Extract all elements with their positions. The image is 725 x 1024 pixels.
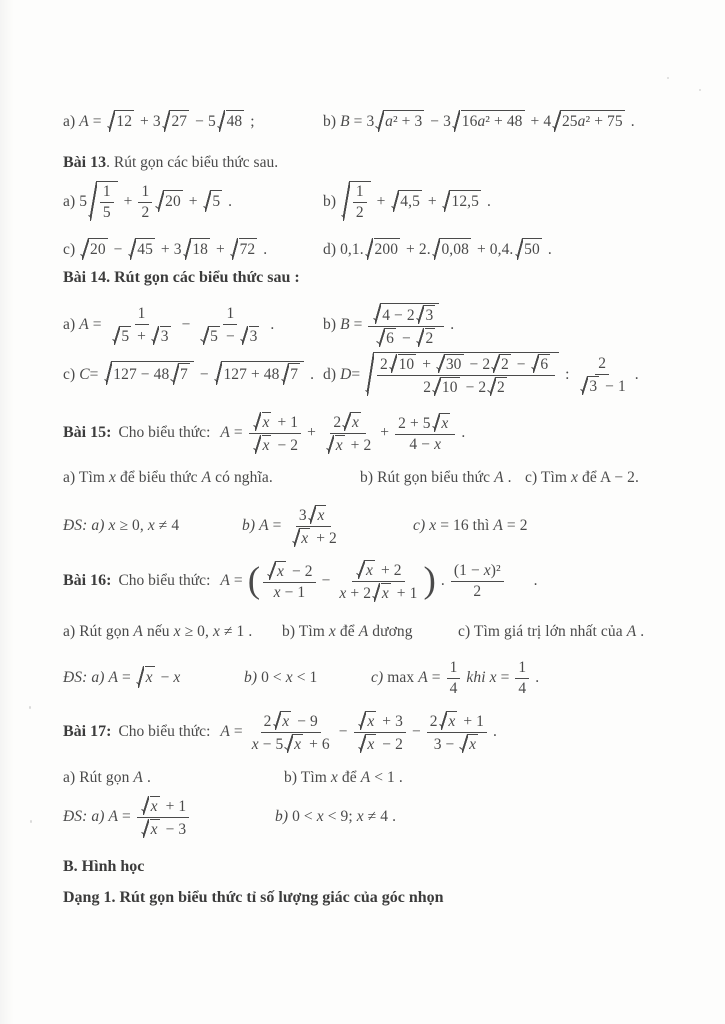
bai-17-intro: Cho biểu thức: <box>118 722 211 740</box>
bai-16-answer-a: ĐS: a) A = x − x <box>63 666 244 689</box>
bai-15-answer-c: c) x = 16 thì A = 2 <box>413 516 528 534</box>
bai-17-question-a: a) Rút gọn A . <box>63 769 151 786</box>
bai-16-intro: Cho biểu thức: <box>118 571 211 589</box>
bai-15-answers <box>63 505 699 548</box>
bai-14d-formula: d) D= $\frac{2 10 + 30 - 2 2 - 6}{2 10 - 2 2}$ : $\frac{2}{3 - 1}$ . <box>323 352 699 397</box>
scan-speck <box>29 706 31 709</box>
section-b-heading <box>63 856 699 878</box>
bai-17-statement <box>63 711 699 754</box>
bai-13-row-ab <box>63 181 699 222</box>
bai-15-statement <box>63 412 699 455</box>
scan-speck <box>667 77 669 79</box>
bai-13c-formula: c) 20 − 45 + 3 18 + 72 . <box>63 238 323 261</box>
scan-speck <box>30 820 32 823</box>
bai-16-answers <box>63 659 699 698</box>
bai-13b-formula: b) $\frac{1}{2}$ + 4,5 + 12,5 . <box>323 183 491 221</box>
bai-16-answer-c: c) max A = $\frac{1}{4}$ khi x = $\frac{1}{4}$ . <box>371 659 540 697</box>
bai-14a-formula: a) A = $\frac{1}{5 + 3}$ − $\frac{1}{5 - 3}$ . <box>63 305 275 345</box>
bai-16-answer-b: b) 0 < x < 1 <box>244 668 318 686</box>
exercise-12b-formula: b) B = 3 a² + 3 − 3 16a² + 48 + 4 25a² + 75 . <box>323 110 699 133</box>
bai-16-question-a: a) Rút gọn A nếu x ≥ 0, x ≠ 1 . <box>63 623 253 640</box>
bai-15-questions <box>63 468 699 489</box>
dang-1-label: Dạng 1. Rút gọn biểu thức tỉ số lượng giác của góc nhọn <box>63 889 444 906</box>
bai-17-question-b: b) Tìm x để A < 1 . <box>284 769 403 786</box>
bai-16-question-c: c) Tìm giá trị lớn nhất của A . <box>458 623 645 640</box>
section-b-label: B. Hình học <box>63 858 145 875</box>
bai-13-row-cd <box>63 238 699 261</box>
bai-17-answers <box>63 796 699 839</box>
bai-13-label: Bài 13 <box>63 154 107 171</box>
bai-14-row-ab <box>63 303 699 348</box>
bai-17-label: Bài 17: <box>63 722 112 740</box>
bai-15-formula: A = $\frac{x + 1}{x - 2}$ + $\frac{2 x}{x + 2}$ + $\frac{2 + 5 x}{4 - x}$ . <box>220 414 466 454</box>
bai-13d-formula: d) 0,1. 200 + 2. 0,08 + 0,4. 50 . <box>323 238 699 261</box>
bai-16-formula: A = ( $\frac{x - 2}{x - 1}$ − $\frac{x + 2}{x + 2 x + 1}$ ) . $\frac{\text{(1 − x)²}}{2}$ . <box>220 560 538 602</box>
bai-13a-formula: a) 5 $\frac{1}{5}$ + $\frac{1}{2}$ 20 + 5 . <box>63 183 233 221</box>
scan-speck <box>699 89 701 91</box>
bai-16-label: Bài 16: <box>63 571 112 589</box>
bai-13-subtitle: . Rút gọn các biểu thức sau. <box>106 154 279 171</box>
bai-14-label: Bài 14. Rút gọn các biểu thức sau : <box>63 269 300 286</box>
exercise-12a-formula: a) A = 12 + 3 27 − 5 48 ; <box>63 110 323 133</box>
bai-17-formula: A = $\frac{2 x - 9}{x - 5 x + 6}$ − $\frac{x + 3}{x - 2}$ − $\frac{2 x + 1}{3 - x}$ . <box>220 713 497 753</box>
bai-15-question-b: b) Rút gọn biểu thức A . <box>360 469 512 486</box>
bai-14b-formula: b) B = $\frac{4 - 2 3}{6 - 2}$ . <box>323 303 699 348</box>
bai-15-intro: Cho biểu thức: <box>118 423 211 441</box>
bai-14-heading <box>63 267 699 289</box>
bai-14c-formula: c) C= 127 − 48 7 − 127 + 48 7 . <box>63 361 323 386</box>
bai-17-questions <box>63 768 699 789</box>
bai-17-answer-b: b) 0 < x < 9; x ≠ 4 . <box>275 807 397 825</box>
bai-15-label: Bài 15: <box>63 423 112 441</box>
bai-15-answer-b: b) A = $\frac{3 x}{x + 2}$ <box>242 507 337 547</box>
bai-16-questions <box>63 622 699 643</box>
exercise-12-answers-row <box>63 110 699 133</box>
bai-15-question-c: c) Tìm x để A − 2. <box>525 469 640 486</box>
dang-1-heading <box>63 887 699 909</box>
bai-13-heading <box>63 152 699 174</box>
bai-15-question-a: a) Tìm x để biểu thức A có nghĩa. <box>63 469 273 486</box>
bai-17-answer-a: ĐS: a) A = $\frac{x + 1}{x - 3}$ <box>63 796 275 839</box>
bai-14-row-cd <box>63 352 699 397</box>
bai-15-answer-a: ĐS: a) x ≥ 0, x ≠ 4 <box>63 516 180 534</box>
bai-16-question-b: b) Tìm x để A dương <box>282 623 413 640</box>
bai-16-statement <box>63 560 699 603</box>
